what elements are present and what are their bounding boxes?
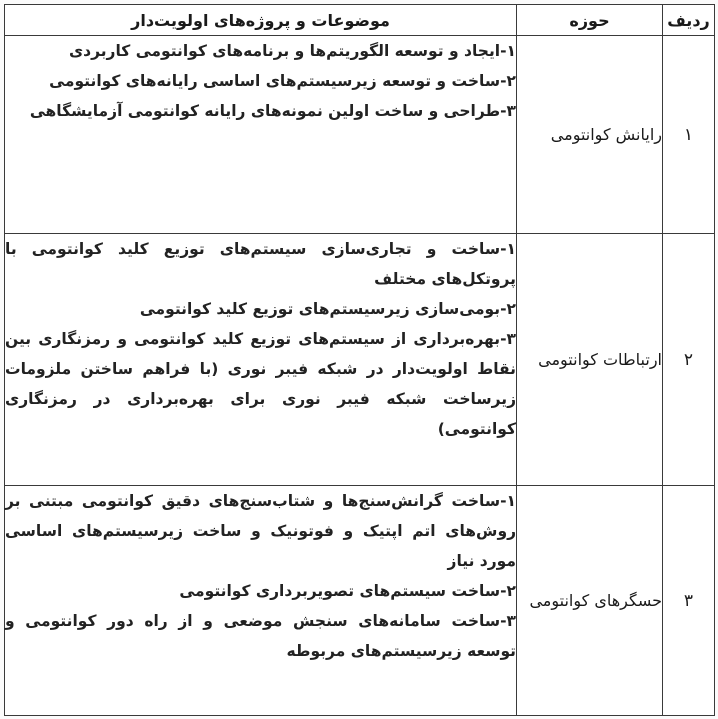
topic-item: ۳-بهره‌برداری از سیستم‌های توزیع کلید کوانتومی و رمزنگاری بین نقاط اولویت‌دار در شبکه فیبر نوری (با فراهم ساختن ملزومات زیرساخت شبکه فیبر نوری برای بهره‌برداری در رمزنگاری کوانتومی) (5, 330, 516, 438)
topic-item: ۳-طراحی و ساخت اولین نمونه‌های رایانه کوانتومی آزمایشگاهی (29, 102, 516, 120)
row-number-cell: ۳ (663, 486, 715, 716)
table-header (5, 5, 715, 36)
topic-item: ۲-ساخت سیستم‌های تصویربرداری کوانتومی (179, 582, 516, 600)
topic-item: ۱-ساخت و تجاری‌سازی سیستم‌های توزیع کلید کوانتومی با پروتکل‌های مختلف (5, 240, 516, 288)
topic-item: ۳-ساخت سامانه‌های سنجش موضعی و از راه دور کوانتومی و توسعه زیرسیستم‌های مربوطه (5, 612, 516, 660)
priority-projects-table (4, 4, 715, 716)
header-row (5, 5, 715, 36)
row-number-cell: ۱ (663, 36, 715, 234)
topic-item: ۲-بومی‌سازی زیرسیستم‌های توزیع کلید کوانتومی (139, 300, 516, 318)
field-cell: ارتباطات کوانتومی (517, 234, 663, 486)
header-row-number: ردیف (663, 5, 715, 36)
table-row (5, 234, 715, 486)
field-cell: حسگرهای کوانتومی (517, 486, 663, 716)
topic-item: ۲-ساخت و توسعه زیرسیستم‌های اساسی رایانه‌های کوانتومی (49, 72, 516, 90)
topics-cell (5, 486, 517, 716)
topics-cell (5, 234, 517, 486)
table-body (5, 36, 715, 716)
field-cell: رایانش کوانتومی (517, 36, 663, 234)
table-row (5, 486, 715, 716)
topic-item: ۱-ساخت گرانش‌سنج‌ها و شتاب‌سنج‌های دقیق کوانتومی مبتنی بر روش‌های اتم اپتیک و فوتونیک و ساخت زیرسیستم‌های اساسی مورد نیاز (5, 492, 516, 570)
topic-item: ۱-ایجاد و توسعه الگوریتم‌ها و برنامه‌های کوانتومی کاربردی (68, 42, 516, 60)
header-field: حوزه (517, 5, 663, 36)
row-number-cell: ۲ (663, 234, 715, 486)
table-row (5, 36, 715, 234)
header-topics: موضوعات و پروژه‌های اولویت‌دار (5, 5, 517, 36)
topics-cell (5, 36, 517, 234)
